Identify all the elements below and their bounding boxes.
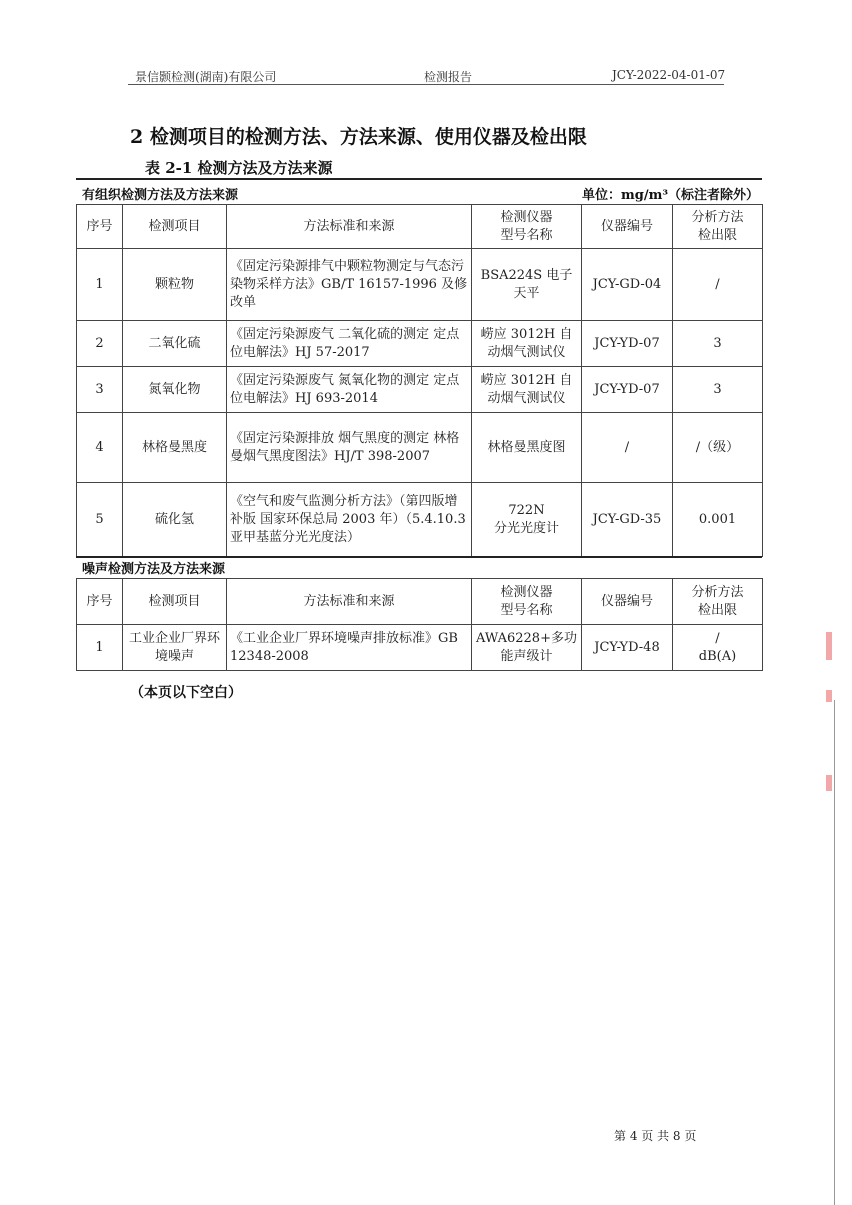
table-cell: 氮氧化物: [123, 367, 227, 413]
table-cell: 《固定污染源废气 氮氧化物的测定 定点位电解法》HJ 693-2014: [227, 367, 472, 413]
stamp-mark: [826, 632, 832, 660]
table-header-row: [77, 579, 763, 625]
header-divider: [128, 84, 724, 85]
table-row: [77, 413, 763, 483]
table-header-cell: 检测项目: [123, 579, 227, 625]
table-cell: /: [582, 413, 673, 483]
table-header-cell: 检测项目: [123, 205, 227, 249]
table-cell: BSA224S 电子天平: [472, 249, 582, 321]
table-cell: 崂应 3012H 自动烟气测试仪: [472, 321, 582, 367]
table-cell: 《空气和废气监测分析方法》（第四版增补版 国家环保总局 2003 年）（5.4.10.3 亚甲基蓝分光光度法）: [227, 483, 472, 557]
table-cell: 4: [77, 413, 123, 483]
header-report-no: JCY-2022-04-01-07: [612, 68, 726, 82]
table-cell: 722N 分光光度计: [472, 483, 582, 557]
table-cell: 《固定污染源排放 烟气黑度的测定 林格曼烟气黑度图法》HJ/T 398-2007: [227, 413, 472, 483]
table-row: [77, 321, 763, 367]
page-footer: 第 4 页 共 8 页: [614, 1129, 697, 1143]
table-row: [77, 367, 763, 413]
section-title: 2 检测项目的检测方法、方法来源、使用仪器及检出限: [130, 126, 587, 148]
noise-caption: 噪声检测方法及方法来源: [82, 562, 226, 577]
blank-note: （本页以下空白）: [130, 685, 242, 701]
table-header-row: [77, 205, 763, 249]
table-cell: 林格曼黑度图: [472, 413, 582, 483]
table-row: [77, 249, 763, 321]
table-title: 表 2-1 检测方法及方法来源: [145, 159, 333, 177]
noise-table-body: [77, 579, 763, 671]
table-cell: 硫化氢: [123, 483, 227, 557]
stamp-mark: [826, 775, 832, 791]
table-cell: 1: [77, 625, 123, 671]
table-cell: JCY-YD-07: [582, 367, 673, 413]
table-cell: 3: [673, 367, 763, 413]
table-top-rule: [76, 178, 762, 180]
organized-caption: 有组织检测方法及方法来源: [82, 188, 239, 203]
table-header-cell: 序号: [77, 579, 123, 625]
table-cell: 1: [77, 249, 123, 321]
table-header-cell: 序号: [77, 205, 123, 249]
table-header-cell: 检测仪器 型号名称: [472, 205, 582, 249]
table-cell: 工业企业厂界环境噪声: [123, 625, 227, 671]
table-header-cell: 方法标准和来源: [227, 205, 472, 249]
table-header-cell: 检测仪器 型号名称: [472, 579, 582, 625]
table-cell: 5: [77, 483, 123, 557]
table-header-cell: 仪器编号: [582, 579, 673, 625]
table-cell: /（级）: [673, 413, 763, 483]
table-cell: 3: [77, 367, 123, 413]
table-cell: 《固定污染源排气中颗粒物测定与气态污染物采样方法》GB/T 16157-1996 及修改单: [227, 249, 472, 321]
table-cell: 《固定污染源废气 二氧化硫的测定 定点位电解法》HJ 57-2017: [227, 321, 472, 367]
organized-methods-table: [76, 204, 763, 557]
table-cell: JCY-YD-48: [582, 625, 673, 671]
table-cell: 崂应 3012H 自动烟气测试仪: [472, 367, 582, 413]
table-cell: 2: [77, 321, 123, 367]
table-cell: 林格曼黑度: [123, 413, 227, 483]
table-header-cell: 分析方法 检出限: [673, 205, 763, 249]
table-cell: 3: [673, 321, 763, 367]
header-company: 景信颢检测(湖南)有限公司: [135, 70, 277, 84]
table-cell: 二氧化硫: [123, 321, 227, 367]
table-cell: JCY-GD-04: [582, 249, 673, 321]
table-cell: 0.001: [673, 483, 763, 557]
organized-table-body: [77, 205, 763, 557]
table-cell: 《工业企业厂界环境噪声排放标准》GB 12348-2008: [227, 625, 472, 671]
table-cell: JCY-GD-35: [582, 483, 673, 557]
stamp-mark: [826, 690, 832, 702]
noise-methods-table: [76, 578, 763, 671]
unit-caption: 单位：mg/m³（标注者除外）: [582, 188, 760, 203]
table-cell: AWA6228+多功能声级计: [472, 625, 582, 671]
table-header-cell: 仪器编号: [582, 205, 673, 249]
table-row: [77, 483, 763, 557]
header-doc-type: 检测报告: [424, 70, 473, 84]
table-cell: JCY-YD-07: [582, 321, 673, 367]
table-cell: / dB(A): [673, 625, 763, 671]
table-header-cell: 方法标准和来源: [227, 579, 472, 625]
table-header-cell: 分析方法 检出限: [673, 579, 763, 625]
table-row: [77, 625, 763, 671]
table-cell: /: [673, 249, 763, 321]
table-cell: 颗粒物: [123, 249, 227, 321]
scan-edge-line: [834, 700, 835, 1205]
